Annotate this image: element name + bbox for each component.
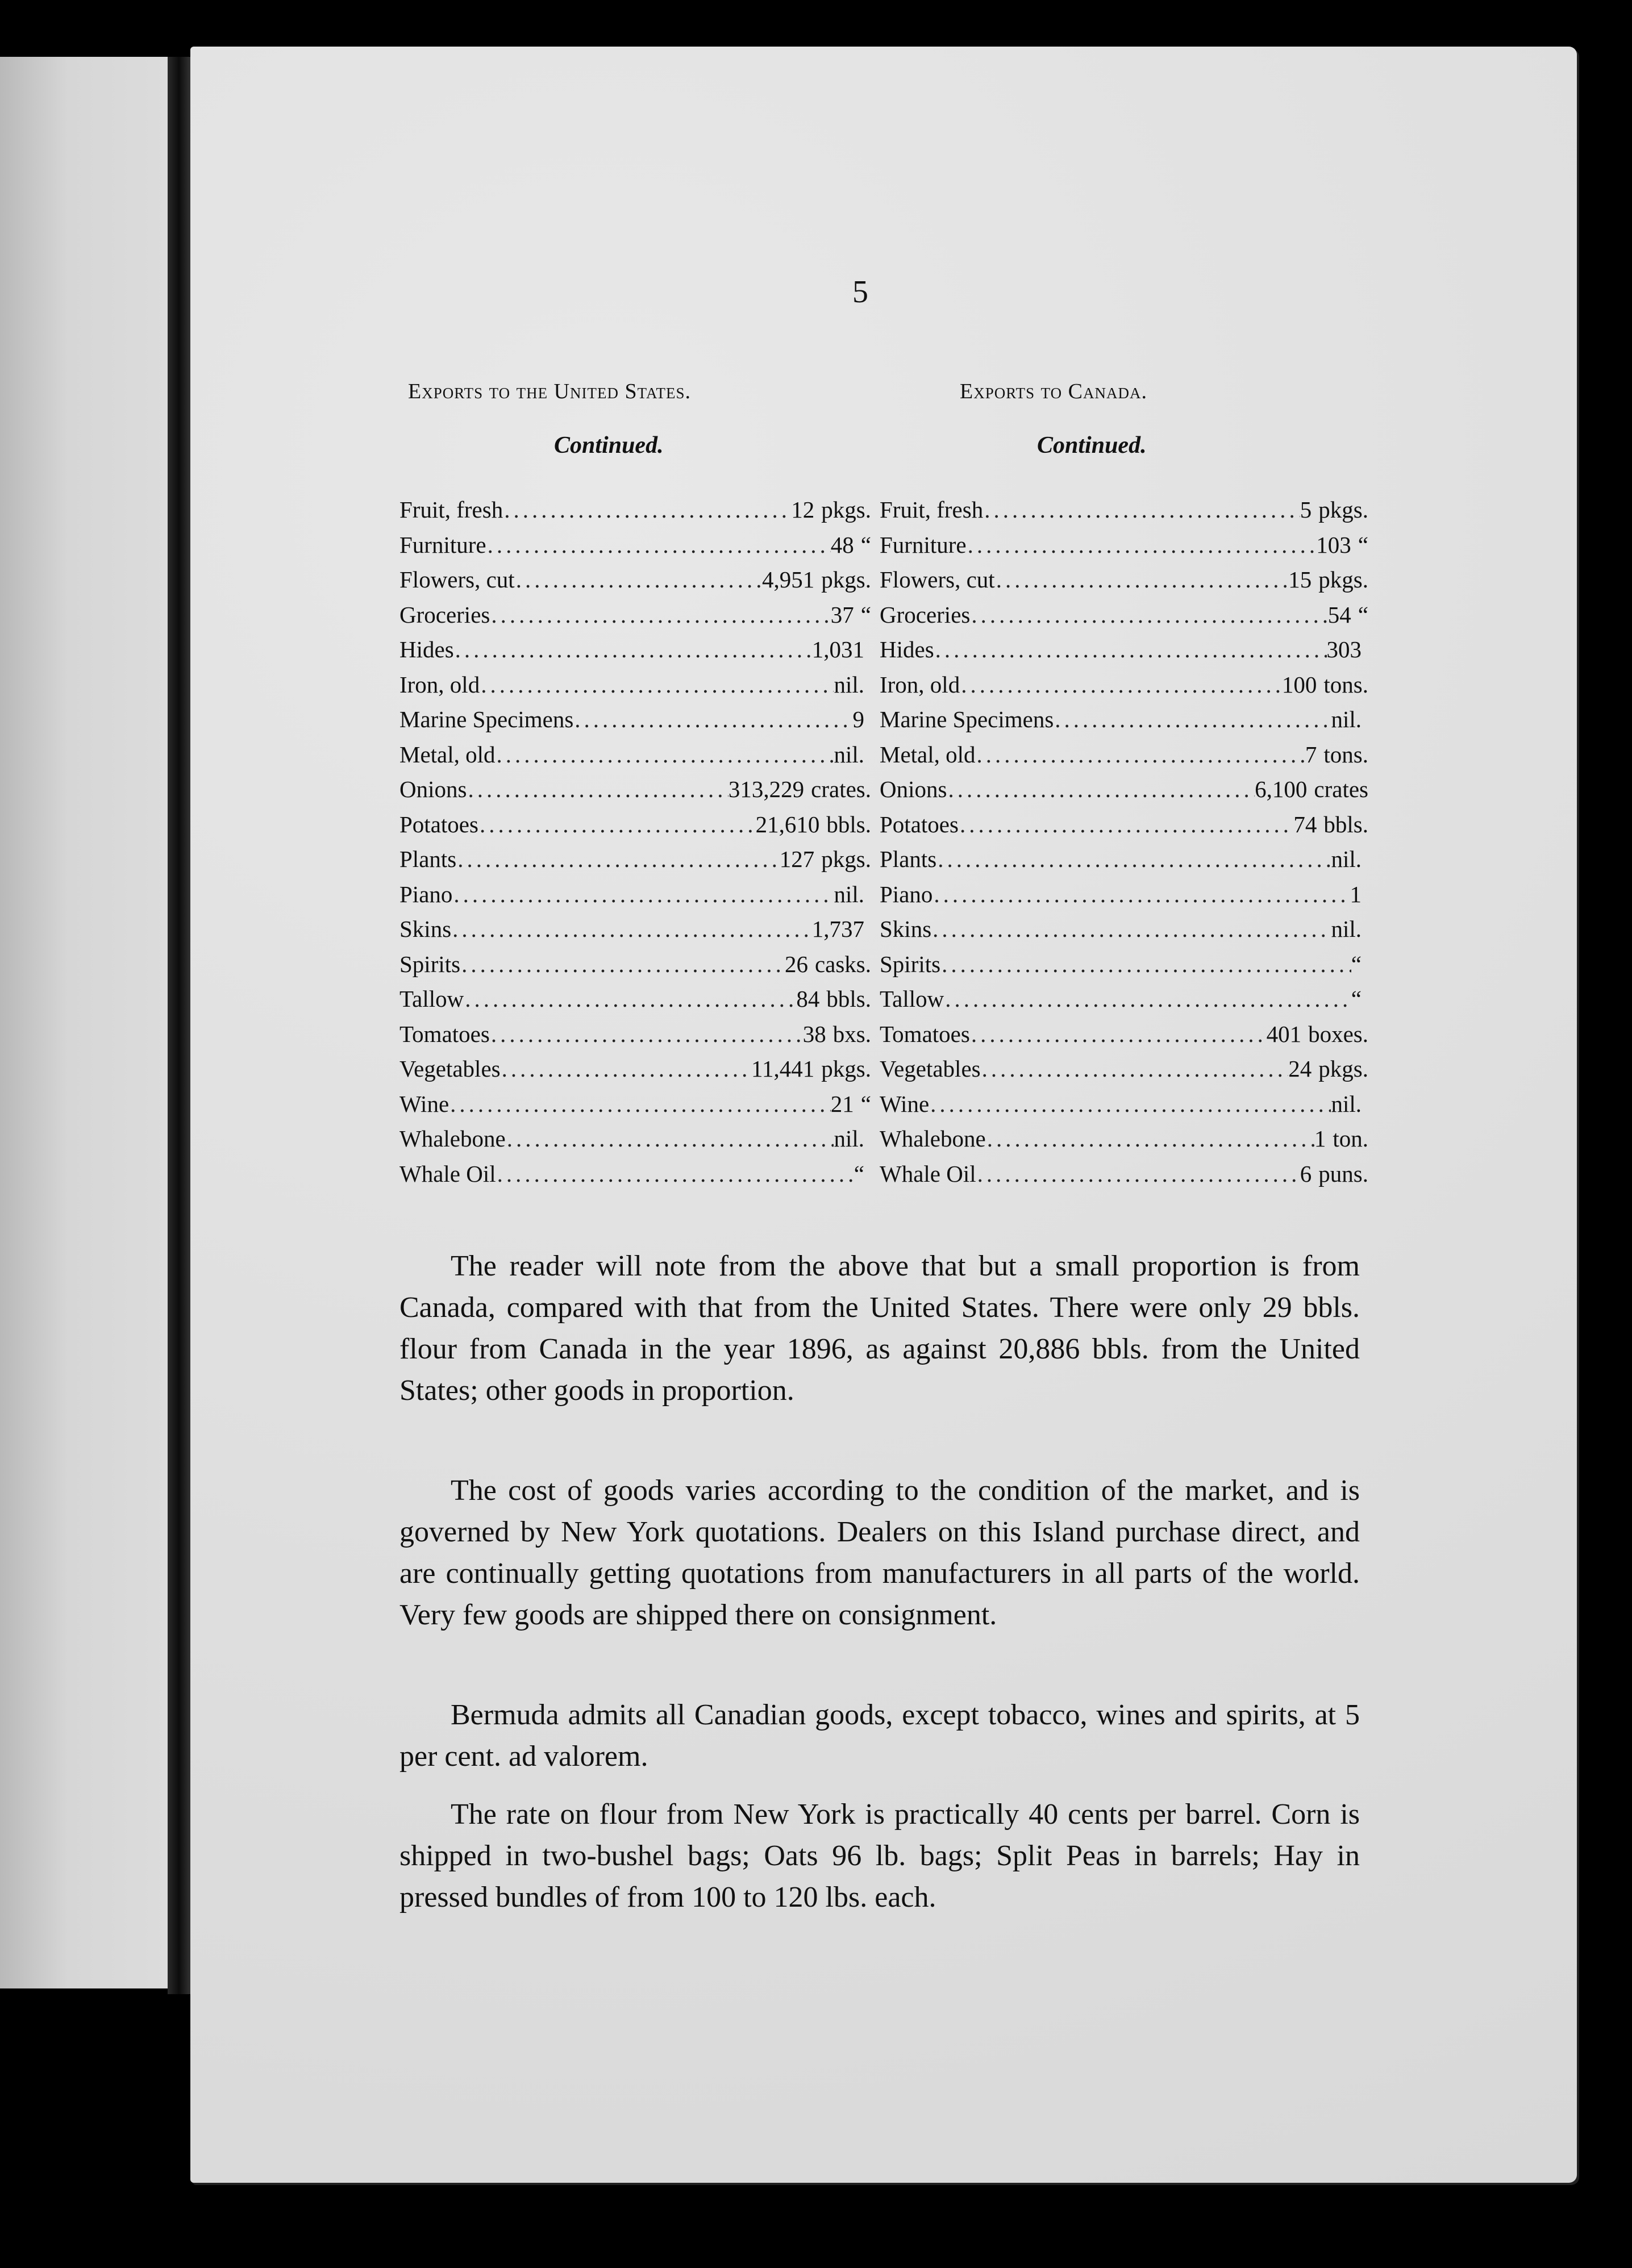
paragraph-flour-rate: The rate on flour from New York is practically 40 cents per barrel. Corn is shipped in two-bushel bags; Oats 96 lb. bags; Split Peas in barrels; Hay in pressed bundles of from 100 to 120 lbs. each. [399, 1798, 1360, 1913]
table-row [880, 982, 1368, 1017]
item-unit: pkgs. [821, 497, 871, 523]
table-row [880, 1087, 1368, 1122]
us-exports-table [399, 493, 871, 1191]
table-row [399, 562, 871, 598]
item-unit: puns. [1318, 1160, 1368, 1187]
item-value: “ [1351, 986, 1362, 1012]
item-value: nil. [834, 671, 864, 698]
item-unit: crates. [811, 776, 871, 802]
item-unit: tons. [1323, 741, 1368, 768]
table-row [880, 772, 1368, 807]
item-value: 6 [1300, 1160, 1312, 1187]
item-name: Furniture [880, 531, 967, 558]
paragraph-canada-proportion: The reader will note from the above that but a small proportion is from Canada, compared with that from the United States. There were only 29 bbls. flour from Canada in the year 1896, as against 20,886 bbls. from the United States; other goods in proportion. [399, 1250, 1360, 1407]
item-name: Groceries [399, 601, 490, 628]
canada-exports-table [880, 493, 1368, 1191]
table-row [880, 632, 1368, 668]
item-name: Whale Oil [880, 1160, 976, 1187]
table-row [880, 947, 1368, 982]
book-gutter [168, 57, 190, 1994]
item-value: 37 [830, 601, 854, 628]
item-value: nil. [1331, 1090, 1362, 1117]
item-name: Wine [399, 1090, 449, 1117]
item-name: Onions [399, 776, 467, 802]
item-unit: bxs. [832, 1020, 871, 1047]
item-value: 11,441 [751, 1056, 815, 1082]
item-name: Hides [880, 636, 934, 662]
item-value: “ [854, 1160, 864, 1187]
item-value: 15 [1288, 566, 1312, 593]
item-unit: “ [1358, 601, 1368, 628]
item-unit: bbls. [826, 811, 871, 837]
item-value: nil. [1331, 846, 1362, 872]
item-name: Plants [880, 846, 937, 872]
item-name: Flowers, cut [399, 566, 515, 593]
item-value: 38 [802, 1020, 826, 1047]
table-row [880, 598, 1368, 633]
table-row [880, 1017, 1368, 1052]
table-row [399, 982, 871, 1017]
table-row [880, 493, 1368, 528]
table-row [399, 528, 871, 563]
item-value: nil. [834, 741, 864, 768]
item-name: Whalebone [880, 1125, 986, 1152]
item-name: Iron, old [880, 671, 960, 698]
table-row [880, 1157, 1368, 1192]
table-row [399, 947, 871, 982]
item-value: “ [1351, 950, 1362, 977]
table-row [880, 1122, 1368, 1157]
item-value: 401 [1266, 1020, 1302, 1047]
table-row [399, 632, 871, 668]
item-unit: boxes. [1308, 1020, 1368, 1047]
item-name: Vegetables [399, 1056, 501, 1082]
item-value: 4,951 [762, 566, 815, 593]
item-name: Flowers, cut [880, 566, 995, 593]
item-name: Marine Specimens [399, 706, 574, 732]
item-value: nil. [1331, 706, 1362, 732]
item-unit: bbls. [826, 986, 871, 1012]
item-unit: pkgs. [1318, 497, 1368, 523]
item-value: 24 [1288, 1056, 1312, 1082]
item-unit: tons. [1323, 671, 1368, 698]
item-value: 84 [796, 986, 820, 1012]
item-name: Onions [880, 776, 947, 802]
item-name: Whalebone [399, 1125, 506, 1152]
item-name: Iron, old [399, 671, 480, 698]
table-row [399, 598, 871, 633]
item-unit: bbls. [1323, 811, 1368, 837]
item-unit: pkgs. [821, 566, 871, 593]
item-name: Tomatoes [880, 1020, 970, 1047]
item-name: Piano [880, 881, 933, 907]
item-name: Wine [880, 1090, 930, 1117]
item-unit: ton. [1333, 1125, 1368, 1152]
item-value: 6,100 [1255, 776, 1308, 802]
item-name: Spirits [399, 950, 461, 977]
item-name: Metal, old [880, 741, 976, 768]
table-row [880, 668, 1368, 703]
item-value: 26 [784, 950, 808, 977]
item-value: nil. [1331, 916, 1362, 942]
table-row [399, 1017, 871, 1052]
item-unit: crates [1314, 776, 1368, 802]
item-name: Potatoes [399, 811, 478, 837]
item-value: 48 [830, 531, 854, 558]
item-value: 21 [830, 1090, 854, 1117]
item-value: 21,610 [755, 811, 820, 837]
paragraph-bermuda-duty: Bermuda admits all Canadian goods, except tobacco, wines and spirits, at 5 per cent. ad valorem. [399, 1699, 1360, 1773]
canada-exports-heading: Exports to Canada. [960, 380, 1147, 403]
item-unit: “ [1358, 531, 1368, 558]
item-value: nil. [834, 1125, 864, 1152]
table-row [880, 702, 1368, 737]
item-value: nil. [834, 881, 864, 907]
table-row [399, 1122, 871, 1157]
item-value: 303 [1326, 636, 1362, 662]
item-name: Marine Specimens [880, 706, 1054, 732]
item-unit: “ [860, 1090, 871, 1117]
item-name: Skins [880, 916, 932, 942]
table-row [399, 772, 871, 807]
item-name: Fruit, fresh [880, 497, 984, 523]
item-value: 1,031 [811, 636, 864, 662]
table-row [880, 1052, 1368, 1087]
table-row [399, 842, 871, 877]
table-row [399, 877, 871, 912]
item-value: 9 [852, 706, 864, 732]
table-row [399, 807, 871, 843]
item-unit: “ [860, 531, 871, 558]
item-name: Vegetables [880, 1056, 981, 1082]
item-name: Tallow [880, 986, 944, 1012]
table-row [880, 912, 1368, 947]
item-unit: casks. [814, 950, 871, 977]
table-row [880, 562, 1368, 598]
table-row [399, 493, 871, 528]
item-name: Groceries [880, 601, 971, 628]
canada-exports-subheading: Continued. [1037, 432, 1147, 458]
item-name: Metal, old [399, 741, 496, 768]
item-unit: pkgs. [821, 846, 871, 872]
item-value: 1 [1314, 1125, 1326, 1152]
previous-page-edge [0, 57, 170, 1988]
item-name: Skins [399, 916, 452, 942]
item-name: Tallow [399, 986, 464, 1012]
document-page [190, 47, 1577, 2183]
us-exports-heading: Exports to the United States. [408, 380, 691, 403]
table-row [399, 912, 871, 947]
paragraph-cost-of-goods: The cost of goods varies according to the condition of the market, and is governed by New York quotations. Dealers on this Island purchase direct, and are continually getting quotations from manufacturers in all parts of the world. Very few goods are shipped there on consignment. [399, 1474, 1360, 1631]
item-value: 1,737 [811, 916, 864, 942]
item-name: Tomatoes [399, 1020, 490, 1047]
item-name: Potatoes [880, 811, 959, 837]
table-row [399, 1157, 871, 1192]
item-unit: pkgs. [1318, 566, 1368, 593]
page-number: 5 [852, 274, 868, 310]
table-row [399, 702, 871, 737]
item-name: Furniture [399, 531, 486, 558]
item-unit: pkgs. [1318, 1056, 1368, 1082]
table-row [399, 668, 871, 703]
item-name: Piano [399, 881, 453, 907]
table-row [399, 737, 871, 773]
item-value: 127 [779, 846, 815, 872]
item-value: 103 [1316, 531, 1351, 558]
table-row [880, 528, 1368, 563]
item-unit: pkgs. [821, 1056, 871, 1082]
item-unit: “ [860, 601, 871, 628]
item-value: 5 [1300, 497, 1312, 523]
table-row [880, 842, 1368, 877]
table-row [399, 1087, 871, 1122]
table-row [880, 737, 1368, 773]
table-row [880, 807, 1368, 843]
item-value: 100 [1281, 671, 1317, 698]
table-row [880, 877, 1368, 912]
us-exports-subheading: Continued. [554, 432, 664, 458]
table-row [399, 1052, 871, 1087]
item-value: 12 [791, 497, 815, 523]
item-name: Fruit, fresh [399, 497, 503, 523]
item-name: Spirits [880, 950, 941, 977]
item-name: Whale Oil [399, 1160, 496, 1187]
item-value: 74 [1293, 811, 1317, 837]
item-value: 1 [1350, 881, 1362, 907]
item-value: 54 [1327, 601, 1351, 628]
item-name: Plants [399, 846, 457, 872]
item-name: Hides [399, 636, 454, 662]
item-value: 7 [1305, 741, 1317, 768]
item-value: 313,229 [728, 776, 805, 802]
